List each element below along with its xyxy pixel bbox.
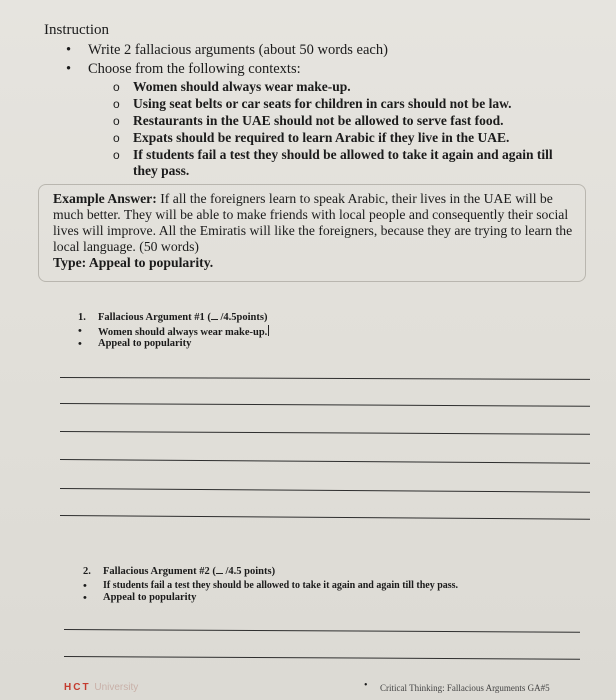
instruction-heading: Instruction: [44, 22, 109, 38]
instruction-bullet-1: • Write 2 fallacious arguments (about 50 words each): [66, 42, 388, 58]
circle-bullet-icon: o: [113, 131, 120, 145]
context-option-2: o Using seat belts or car seats for children in cars should not be law.: [113, 96, 512, 111]
answer-line[interactable]: [60, 377, 590, 380]
bullet-icon: •: [78, 325, 82, 337]
instruction-bullet-2: • Choose from the following contexts:: [66, 61, 301, 77]
context-option-1: o Women should always wear make-up.: [113, 79, 351, 94]
bullet-icon: •: [78, 338, 82, 350]
university-logo: HCT University: [64, 682, 139, 693]
q1-context[interactable]: • Women should always wear make-up.: [78, 325, 268, 338]
context-option-3: o Restaurants in the UAE should not be allowed to serve fast food.: [113, 113, 504, 128]
bullet-icon: •: [83, 580, 87, 592]
bullet-icon: •: [83, 592, 87, 604]
answer-line[interactable]: [60, 431, 590, 435]
answer-line[interactable]: [64, 656, 580, 660]
bullet-icon: •: [66, 61, 72, 77]
context-option-5-cont: they pass.: [133, 163, 190, 178]
q2-type: • Appeal to popularity: [83, 592, 197, 604]
circle-bullet-icon: o: [113, 97, 120, 111]
q2-context: • If students fail a test they should be allowed to take it again and again till they pass.: [83, 580, 459, 592]
answer-line[interactable]: [60, 459, 590, 464]
footer-course-title: Critical Thinking: Fallacious Arguments GA#5: [380, 683, 550, 693]
q1-title: 1. Fallacious Argument #1 ( /4.5points): [78, 312, 268, 323]
context-option-4: o Expats should be required to learn Arabic if they live in the UAE.: [113, 130, 510, 145]
circle-bullet-icon: o: [113, 114, 120, 128]
answer-line[interactable]: [60, 488, 590, 493]
text-cursor: [268, 325, 269, 336]
circle-bullet-icon: o: [113, 80, 120, 94]
example-type: Type: Appeal to popularity.: [53, 255, 214, 270]
answer-line[interactable]: [60, 403, 590, 407]
answer-line[interactable]: [60, 515, 590, 520]
q2-title: 2. Fallacious Argument #2 ( /4.5 points): [83, 566, 276, 577]
bullet-icon: •: [364, 680, 368, 691]
q1-type: • Appeal to popularity: [78, 338, 192, 350]
context-option-5: o If students fail a test they should be allowed to take it again and again till: [113, 147, 553, 162]
circle-bullet-icon: o: [113, 148, 120, 162]
example-label: Example Answer:: [53, 191, 157, 206]
bullet-icon: •: [66, 42, 72, 58]
example-answer-box: Example Answer: If all the foreigners learn to speak Arabic, their lives in the UAE will be much better. They will be able to make friends with local people and consequently their social lives will improve. All the Emiratis will like the foreigners, because they are trying to learn the local language. (50 words) Type: Appeal to popularity.: [38, 184, 586, 282]
answer-line[interactable]: [64, 629, 580, 633]
